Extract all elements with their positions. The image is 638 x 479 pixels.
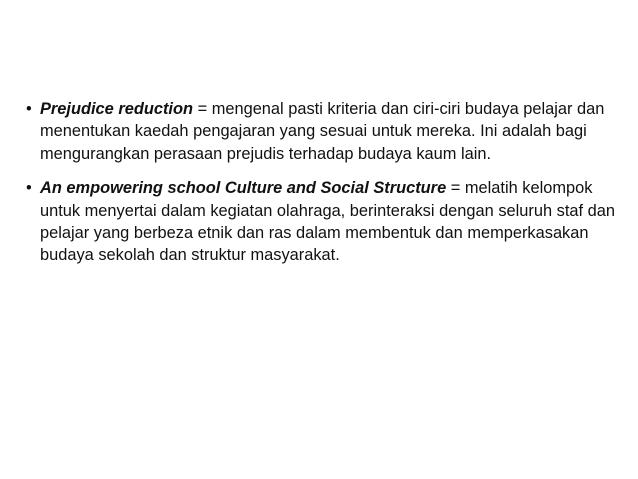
bullet-list — [26, 98, 616, 279]
bullet-prejudice-reduction — [26, 98, 616, 165]
bullet-marker: • — [26, 100, 32, 118]
bullet-term: Prejudice reduction — [40, 100, 194, 118]
bullet-description: = melatih kelompok untuk menyertai dalam kegiatan olahraga, berinteraksi dengan seluruh staf dan pelajar yang berbeza etnik dan ras dalam membentuk dan memperkasakan budaya sekolah dan struktur masyarakat. — [40, 179, 615, 265]
bullet-marker: • — [26, 179, 32, 198]
bullet-empowering-school-culture — [26, 177, 616, 267]
bullet-description: = mengenal pasti kriteria dan ciri-ciri budaya pelajar dan menentukan kaedah pengajaran yang sesuai untuk mereka. Ini adalah bagi mengurangkan perasaan prejudis terhadap budaya kaum lain. — [40, 100, 605, 163]
bullet-term: An empowering school Culture and Social Structure — [40, 179, 447, 198]
